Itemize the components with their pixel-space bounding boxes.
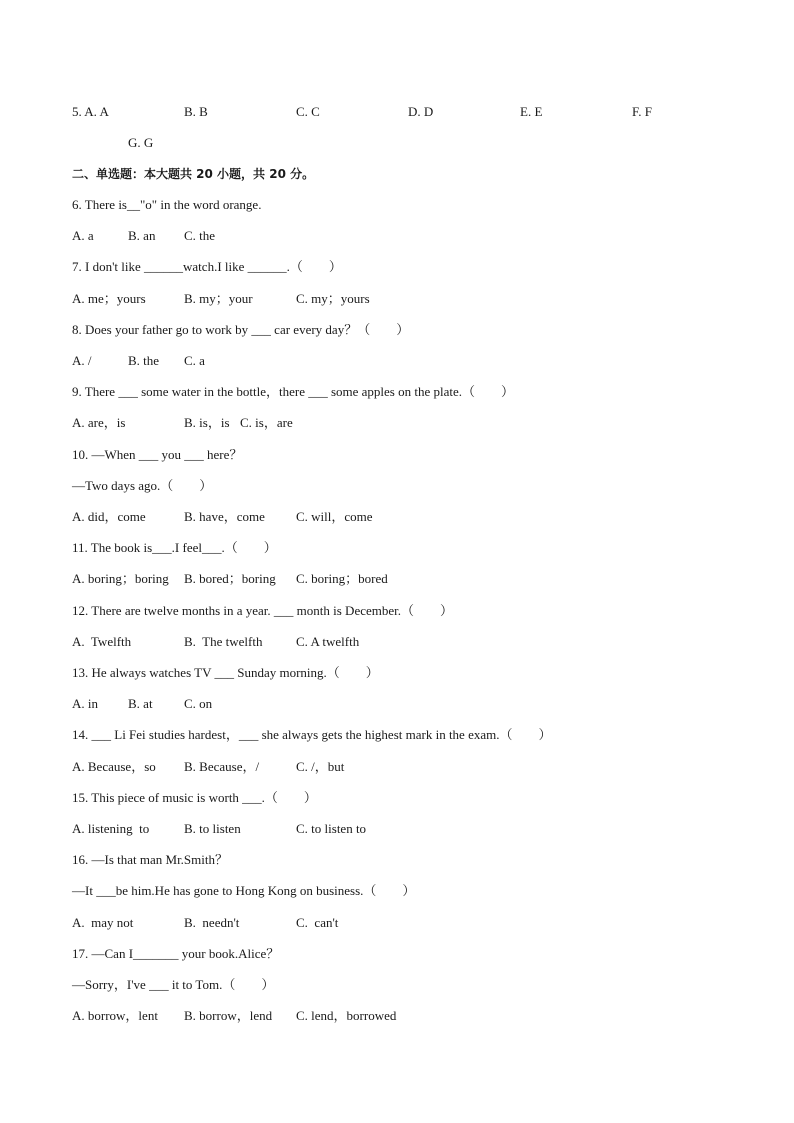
answer-option: A. / [72,353,92,368]
answer-option: C. my；yours [296,291,370,306]
q5-option-f: F. F [632,104,652,119]
answer-option: B. have，come [184,509,265,524]
question-options-row [72,228,632,244]
question-options-row [72,821,632,837]
answer-option: A. Because，so [72,759,156,774]
answer-option: A. a [72,228,94,243]
question-options-row [72,759,632,775]
question-options-row [72,696,632,712]
question-stem: 11. The book is___.I feel___.（ ） [72,540,277,555]
answer-option: A. Twelfth [72,634,132,649]
answer-option: A. may not [72,915,134,930]
answer-option: B. The twelfth [184,634,263,649]
answer-option: B. an [128,228,156,243]
answer-option: C. A twelfth [296,634,360,649]
question-stem: 14. ___ Li Fei studies hardest，___ she always gets the highest mark in the exam.（ ） [72,727,552,742]
question-stem: 17. —Can I_______ your book.Alice？ [72,946,280,961]
answer-option: B. bored；boring [184,571,276,586]
question-options-row [72,1008,632,1024]
question-stem: 16. —Is that man Mr.Smith？ [72,852,229,867]
question-options-row [72,415,632,431]
question-stem: 12. There are twelve months in a year. ___ month is December.（ ） [72,603,453,618]
answer-option: A. in [72,696,98,711]
answer-option: C. can't [296,915,339,930]
q5-option-a: 5. A. A [72,104,109,119]
answer-option: A. listening to [72,821,150,836]
question-options-row [72,353,632,369]
q5-option-g: G. G [128,135,154,150]
answer-option: B. to listen [184,821,241,836]
answer-option: B. Because，/ [184,759,260,774]
question-stem: —Sorry，I've ___ it to Tom.（ ） [72,977,275,992]
answer-option: C. will，come [296,509,373,524]
question-stem: 6. There is__"o" in the word orange. [72,197,262,212]
q5-option-c: C. C [296,104,320,119]
answer-option: A. are，is [72,415,126,430]
question-stem: 8. Does your father go to work by ___ car every day？（ ） [72,322,410,337]
question-stem: 10. —When ___ you ___ here？ [72,447,243,462]
question-stem: 9. There ___ some water in the bottle，there ___ some apples on the plate.（ ） [72,384,515,399]
question-options-row [72,915,632,931]
answer-option: B. borrow，lend [184,1008,273,1023]
answer-option: C. /，but [296,759,345,774]
question-stem: —Two days ago.（ ） [72,478,213,493]
question-stem: 13. He always watches TV ___ Sunday morning.（ ） [72,665,379,680]
section-heading: 二、单选题：本大题共 20 小题，共 20 分。 [72,167,315,181]
question-options-row [72,509,632,525]
question-options-row [72,571,632,587]
answer-option: B. the [128,353,160,368]
q5-option-e: E. E [520,104,543,119]
question-stem: 7. I don't like ______watch.I like ______.（ ） [72,259,342,274]
answer-option: A. boring；boring [72,571,169,586]
answer-option: C. the [184,228,216,243]
answer-option: B. needn't [184,915,240,930]
q5-options-row [72,104,722,120]
answer-option: C. is，are [240,415,293,430]
question-options-row [72,634,632,650]
answer-option: B. is，is [184,415,230,430]
answer-option: B. at [128,696,153,711]
answer-option: C. lend，borrowed [296,1008,397,1023]
q5-option-b: B. B [184,104,208,119]
question-stem: 15. This piece of music is worth ___.（ ） [72,790,317,805]
answer-option: C. boring；bored [296,571,388,586]
answer-option: A. borrow，lent [72,1008,158,1023]
answer-option: A. me；yours [72,291,146,306]
answer-option: B. my；your [184,291,253,306]
answer-option: C. on [184,696,213,711]
question-stem: —It ___be him.He has gone to Hong Kong on business.（ ） [72,883,416,898]
question-options-row [72,291,632,307]
answer-option: C. to listen to [296,821,367,836]
answer-option: C. a [184,353,205,368]
q5-option-d: D. D [408,104,434,119]
answer-option: A. did，come [72,509,146,524]
